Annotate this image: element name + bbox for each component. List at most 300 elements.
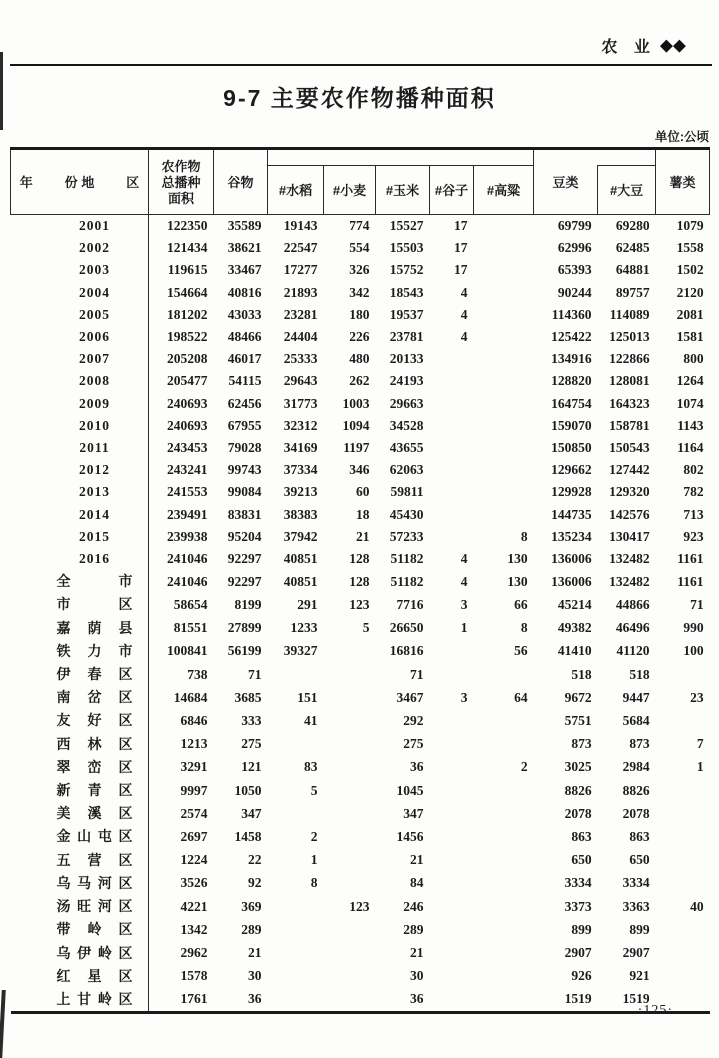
row-label: 西林区	[56, 735, 133, 752]
value-cell-millet: 3	[460, 689, 468, 705]
value-cell-wheat	[324, 686, 376, 709]
value-cell-millet: 17	[454, 218, 468, 233]
value-cell-cereals: 99743	[227, 462, 262, 478]
value-cell-cereals: 3685	[234, 689, 262, 705]
value-cell-wheat: 180	[349, 306, 370, 322]
value-cell-total_sown_area: 1224	[180, 852, 208, 868]
value-cell-wheat: 1197	[343, 440, 370, 456]
value-cell-cereals: 43033	[227, 306, 262, 322]
value-cell-cereals: 56199	[227, 643, 262, 659]
value-cell-rice: 39213	[283, 484, 318, 500]
value-cell-total_sown_area: 241046	[167, 573, 208, 589]
value-cell-corn: 43655	[389, 440, 424, 456]
year-region-cell	[11, 481, 149, 503]
value-cell-tubers: 1143	[677, 417, 704, 433]
value-cell-beans: 2907	[564, 945, 592, 960]
value-cell-tubers: 40	[690, 898, 704, 914]
value-cell-rice	[268, 663, 324, 686]
value-cell-wheat: 21	[356, 528, 370, 544]
value-cell-rice: 25333	[283, 351, 318, 367]
table-row	[11, 686, 710, 709]
value-cell-total_sown_area: 738	[187, 666, 208, 682]
table-row	[11, 709, 710, 732]
table-row	[11, 481, 710, 503]
value-cell-soybean: 863	[629, 828, 650, 844]
value-cell-sorghum	[474, 504, 534, 526]
year-region-cell	[11, 802, 149, 825]
value-cell-tubers	[656, 779, 710, 802]
value-cell-sorghum	[474, 259, 534, 281]
value-cell-total_sown_area: 6846	[180, 712, 208, 728]
value-cell-soybean: 5684	[622, 712, 650, 728]
value-cell-corn: 1456	[396, 828, 424, 844]
value-cell-beans: 873	[571, 736, 592, 752]
col-cereals: 谷物	[214, 149, 268, 215]
row-label: 翠峦区	[56, 758, 133, 775]
value-cell-soybean: 69280	[615, 218, 650, 233]
value-cell-soybean: 899	[629, 921, 650, 937]
value-cell-soybean: 122866	[609, 351, 650, 367]
value-cell-millet	[430, 918, 474, 941]
value-cell-wheat: 5	[362, 620, 370, 636]
row-label: 汤旺河区	[56, 898, 133, 915]
value-cell-total_sown_area: 239938	[167, 528, 208, 544]
value-cell-cereals: 54115	[228, 373, 262, 389]
year-region-cell	[11, 259, 149, 281]
value-cell-corn: 59811	[390, 484, 424, 500]
value-cell-millet: 4	[460, 284, 468, 300]
value-cell-soybean: 3363	[622, 898, 650, 914]
value-cell-sorghum	[474, 304, 534, 326]
value-cell-tubers	[656, 942, 710, 965]
value-cell-wheat: 123	[349, 596, 370, 612]
value-cell-tubers: 71	[690, 596, 704, 612]
value-cell-millet	[430, 779, 474, 802]
value-cell-sorghum: 8	[520, 620, 528, 636]
value-cell-beans: 90244	[557, 284, 592, 300]
value-cell-sorghum	[474, 370, 534, 392]
value-cell-sorghum: 2	[520, 759, 528, 775]
value-cell-beans: 5751	[564, 712, 592, 728]
value-cell-total_sown_area: 243453	[167, 440, 208, 456]
value-cell-total_sown_area: 239491	[167, 506, 208, 522]
value-cell-millet: 4	[460, 306, 468, 322]
value-cell-tubers: 2081	[676, 306, 704, 322]
value-cell-soybean: 114089	[609, 306, 650, 322]
value-cell-beans: 1519	[564, 991, 592, 1007]
table-row	[11, 215, 710, 238]
value-cell-corn: 71	[410, 666, 424, 682]
value-cell-millet	[430, 802, 474, 825]
value-cell-beans: 518	[571, 666, 592, 682]
table-row	[11, 370, 710, 392]
value-cell-corn: 26650	[389, 620, 424, 636]
value-cell-cereals: 36	[248, 991, 262, 1007]
table-row	[11, 617, 710, 640]
value-cell-total_sown_area: 240693	[167, 417, 208, 433]
table-row	[11, 548, 710, 570]
year-region-cell	[11, 548, 149, 570]
value-cell-sorghum: 130	[507, 551, 528, 567]
row-label: 2007	[79, 351, 110, 367]
value-cell-tubers: 1161	[677, 551, 704, 567]
value-cell-sorghum: 66	[514, 596, 528, 612]
value-cell-total_sown_area: 3291	[180, 759, 208, 775]
value-cell-tubers	[656, 918, 710, 941]
value-cell-soybean: 44866	[615, 596, 650, 612]
section-label: 农 业	[601, 39, 656, 56]
value-cell-beans: 3373	[564, 898, 592, 914]
value-cell-wheat	[324, 918, 376, 941]
value-cell-cereals: 33467	[227, 262, 262, 278]
year-region-cell	[11, 942, 149, 965]
value-cell-cereals: 121	[241, 759, 262, 775]
value-cell-corn: 15527	[389, 218, 424, 233]
value-cell-rice: 17277	[283, 262, 318, 278]
year-region-cell	[11, 733, 149, 756]
value-cell-sorghum: 64	[514, 689, 528, 705]
value-cell-soybean: 873	[629, 736, 650, 752]
table-row	[11, 965, 710, 988]
row-label: 2015	[79, 528, 110, 544]
value-cell-tubers: 990	[683, 620, 704, 636]
value-cell-sorghum	[474, 849, 534, 872]
value-cell-millet	[430, 663, 474, 686]
value-cell-rice: 34169	[283, 440, 318, 456]
value-cell-tubers: 1074	[676, 395, 704, 411]
col-soybean: #大豆	[598, 166, 656, 215]
diamond-icons: ◆◆	[659, 35, 686, 55]
value-cell-total_sown_area: 1578	[180, 968, 208, 984]
value-cell-beans: 129662	[551, 462, 592, 478]
value-cell-tubers: 2120	[676, 284, 704, 300]
value-cell-tubers: 1502	[676, 262, 704, 278]
value-cell-soybean: 164323	[609, 395, 650, 411]
year-region-cell	[11, 779, 149, 802]
table-row	[11, 895, 710, 918]
value-cell-cereals: 71	[248, 666, 262, 682]
value-cell-rice: 39327	[283, 643, 318, 659]
value-cell-wheat	[324, 825, 376, 848]
value-cell-millet	[430, 709, 474, 732]
row-label: 红星区	[56, 967, 133, 984]
value-cell-wheat: 342	[349, 284, 370, 300]
value-cell-cereals: 40816	[227, 284, 262, 300]
table-row	[11, 304, 710, 326]
value-cell-millet	[430, 415, 474, 437]
year-region-cell	[11, 988, 149, 1013]
value-cell-cereals: 48466	[227, 329, 262, 345]
value-cell-rice: 291	[297, 596, 318, 612]
value-cell-millet: 3	[460, 596, 468, 612]
value-cell-beans: 45214	[557, 596, 592, 612]
value-cell-corn: 3467	[396, 689, 424, 705]
value-cell-sorghum	[474, 348, 534, 370]
value-cell-total_sown_area: 198522	[167, 329, 208, 345]
year-region-cell	[11, 593, 149, 616]
value-cell-beans: 144735	[551, 506, 592, 522]
value-cell-rice	[268, 802, 324, 825]
value-cell-rice: 32312	[283, 417, 318, 433]
row-label: 2006	[79, 329, 110, 345]
value-cell-sorghum	[474, 663, 534, 686]
value-cell-sorghum	[474, 918, 534, 941]
value-cell-rice: 29643	[283, 373, 318, 389]
value-cell-beans: 8826	[564, 782, 592, 798]
value-cell-total_sown_area: 1761	[180, 991, 208, 1007]
table-body	[11, 215, 710, 1013]
value-cell-millet: 4	[460, 573, 468, 589]
value-cell-cereals: 95204	[227, 528, 262, 544]
value-cell-cereals: 92297	[227, 573, 262, 589]
value-cell-rice: 41	[304, 712, 318, 728]
table-row	[11, 640, 710, 663]
value-cell-cereals: 347	[241, 805, 262, 821]
value-cell-millet	[430, 481, 474, 503]
value-cell-sorghum: 8	[520, 528, 528, 544]
value-cell-tubers	[656, 802, 710, 825]
row-label: 2016	[79, 551, 110, 567]
value-cell-cereals: 35589	[227, 218, 262, 233]
value-cell-beans: 136006	[551, 551, 592, 567]
value-cell-total_sown_area: 1342	[180, 921, 208, 937]
value-cell-beans: 135234	[551, 528, 592, 544]
value-cell-beans: 159070	[551, 417, 592, 433]
value-cell-rice: 8	[310, 875, 318, 891]
table-row	[11, 459, 710, 481]
value-cell-millet: 17	[454, 240, 468, 256]
value-cell-total_sown_area: 241046	[167, 551, 208, 567]
year-region-cell	[11, 282, 149, 304]
value-cell-tubers	[656, 849, 710, 872]
table-row	[11, 526, 710, 548]
row-label: 新青区	[56, 782, 133, 799]
value-cell-corn: 16816	[389, 643, 424, 659]
year-region-cell	[11, 526, 149, 548]
year-region-cell	[11, 825, 149, 848]
value-cell-tubers: 23	[690, 689, 704, 705]
value-cell-beans: 9672	[564, 689, 592, 705]
table-row	[11, 802, 710, 825]
value-cell-wheat: 1094	[342, 417, 370, 433]
value-cell-cereals: 30	[248, 968, 262, 984]
table-row	[11, 756, 710, 779]
row-label: 2005	[79, 306, 110, 322]
year-region-cell	[11, 504, 149, 526]
value-cell-wheat	[324, 872, 376, 895]
value-cell-soybean: 130417	[609, 528, 650, 544]
table-row	[11, 504, 710, 526]
value-cell-corn: 19537	[389, 306, 424, 322]
table-row	[11, 393, 710, 415]
table-row	[11, 663, 710, 686]
value-cell-beans: 899	[571, 921, 592, 937]
col-beans: 豆类	[534, 149, 598, 215]
value-cell-sorghum	[474, 988, 534, 1013]
value-cell-tubers	[656, 663, 710, 686]
value-cell-soybean: 150543	[609, 440, 650, 456]
value-cell-millet	[430, 640, 474, 663]
value-cell-sorghum	[474, 895, 534, 918]
value-cell-total_sown_area: 240693	[167, 395, 208, 411]
value-cell-wheat: 774	[349, 218, 370, 233]
value-cell-total_sown_area: 14684	[173, 689, 208, 705]
value-cell-soybean: 142576	[609, 506, 650, 522]
table-row	[11, 779, 710, 802]
value-cell-beans: 926	[571, 968, 592, 984]
table-row	[11, 570, 710, 593]
cereals-subcolumn-strip	[268, 149, 534, 166]
value-cell-corn: 15752	[389, 262, 424, 278]
value-cell-total_sown_area: 9997	[180, 782, 208, 798]
value-cell-soybean: 2907	[622, 945, 650, 960]
year-region-cell	[11, 617, 149, 640]
value-cell-beans: 65393	[557, 262, 592, 278]
value-cell-total_sown_area: 181202	[167, 306, 208, 322]
value-cell-rice	[268, 942, 324, 965]
value-cell-rice: 19143	[283, 218, 318, 233]
value-cell-wheat: 346	[349, 462, 370, 478]
year-region-cell	[11, 709, 149, 732]
year-region-cell	[11, 640, 149, 663]
value-cell-total_sown_area: 205208	[167, 351, 208, 367]
value-cell-soybean: 89757	[615, 284, 650, 300]
value-cell-cereals: 21	[248, 945, 262, 960]
value-cell-total_sown_area: 243241	[167, 462, 208, 478]
col-year-region: 年 份 地 区	[11, 149, 149, 215]
value-cell-total_sown_area: 100841	[167, 643, 208, 659]
row-label: 五营区	[56, 851, 133, 868]
value-cell-cereals: 8199	[234, 596, 262, 612]
value-cell-cereals: 275	[241, 736, 262, 752]
table-row	[11, 988, 710, 1013]
value-cell-wheat	[324, 640, 376, 663]
value-cell-cereals: 62456	[227, 395, 262, 411]
value-cell-sorghum	[474, 802, 534, 825]
value-cell-sorghum	[474, 415, 534, 437]
value-cell-soybean: 41120	[616, 643, 650, 659]
value-cell-wheat: 18	[356, 506, 370, 522]
value-cell-tubers	[656, 825, 710, 848]
value-cell-cereals: 22	[248, 852, 262, 868]
row-label: 嘉荫县	[56, 619, 133, 636]
value-cell-sorghum	[474, 393, 534, 415]
row-label: 2013	[79, 484, 110, 500]
row-label: 乌马河区	[56, 874, 133, 891]
value-cell-rice	[268, 895, 324, 918]
row-label: 上甘岭区	[56, 990, 133, 1007]
value-cell-cereals: 79028	[227, 440, 262, 456]
value-cell-total_sown_area: 3526	[180, 875, 208, 891]
value-cell-soybean: 8826	[622, 782, 650, 798]
value-cell-wheat	[324, 965, 376, 988]
col-rice: #水稻	[268, 166, 324, 215]
value-cell-cereals: 92	[248, 875, 262, 891]
value-cell-corn: 21	[410, 852, 424, 868]
value-cell-corn: 24193	[389, 373, 424, 389]
value-cell-cereals: 369	[241, 898, 262, 914]
value-cell-cereals: 46017	[227, 351, 262, 367]
value-cell-sorghum	[474, 942, 534, 965]
value-cell-sorghum	[474, 237, 534, 259]
value-cell-rice	[268, 965, 324, 988]
year-region-cell	[11, 348, 149, 370]
value-cell-beans: 128820	[551, 373, 592, 389]
value-cell-millet	[430, 825, 474, 848]
col-wheat: #小麦	[324, 166, 376, 215]
value-cell-corn: 84	[410, 875, 424, 891]
row-label: 金山屯区	[56, 828, 133, 845]
col-sorghum: #高粱	[474, 166, 534, 215]
value-cell-wheat: 226	[349, 329, 370, 345]
value-cell-rice: 38383	[283, 506, 318, 522]
row-label: 友好区	[56, 712, 133, 729]
value-cell-rice: 24404	[283, 329, 318, 345]
value-cell-sorghum	[474, 437, 534, 459]
value-cell-wheat: 480	[349, 351, 370, 367]
value-cell-cereals: 27899	[227, 620, 262, 636]
year-region-cell	[11, 849, 149, 872]
table-row	[11, 942, 710, 965]
row-label: 2010	[79, 417, 110, 433]
value-cell-rice	[268, 918, 324, 941]
value-cell-sorghum	[474, 872, 534, 895]
table-row	[11, 237, 710, 259]
year-region-cell	[11, 459, 149, 481]
value-cell-tubers	[656, 872, 710, 895]
table-row	[11, 733, 710, 756]
value-cell-beans: 134916	[551, 351, 592, 367]
value-cell-sorghum	[474, 282, 534, 304]
year-region-cell	[11, 965, 149, 988]
value-cell-sorghum: 130	[507, 573, 528, 589]
value-cell-tubers: 802	[683, 462, 704, 478]
value-cell-soybean: 650	[629, 852, 650, 868]
value-cell-soybean: 64881	[615, 262, 650, 278]
value-cell-millet	[430, 756, 474, 779]
value-cell-wheat	[324, 849, 376, 872]
value-cell-cereals: 1458	[234, 828, 262, 844]
value-cell-sorghum	[474, 459, 534, 481]
value-cell-beans: 650	[571, 852, 592, 868]
value-cell-millet	[430, 370, 474, 392]
value-cell-corn: 36	[410, 759, 424, 775]
value-cell-soybean: 128081	[609, 373, 650, 389]
value-cell-millet	[430, 437, 474, 459]
value-cell-sorghum: 56	[514, 643, 528, 659]
value-cell-millet	[430, 348, 474, 370]
unit-label: 单位:公顷	[654, 130, 709, 144]
col-millet: #谷子	[430, 166, 474, 215]
value-cell-cereals: 1050	[234, 782, 262, 798]
value-cell-beans: 2078	[564, 805, 592, 821]
value-cell-rice: 21893	[283, 284, 318, 300]
value-cell-soybean: 158781	[609, 417, 650, 433]
value-cell-rice: 22547	[283, 240, 318, 256]
value-cell-beans: 136006	[551, 573, 592, 589]
value-cell-wheat: 128	[349, 551, 370, 567]
value-cell-corn: 45430	[389, 506, 424, 522]
value-cell-rice	[268, 733, 324, 756]
value-cell-beans: 49382	[557, 620, 592, 636]
value-cell-cereals: 289	[241, 921, 262, 937]
row-label: 伊春区	[56, 666, 133, 683]
value-cell-sorghum	[474, 825, 534, 848]
page-number: ·125·	[637, 1003, 673, 1018]
value-cell-millet: 1	[460, 620, 468, 636]
value-cell-soybean: 2078	[622, 805, 650, 821]
value-cell-rice: 40851	[283, 551, 318, 567]
